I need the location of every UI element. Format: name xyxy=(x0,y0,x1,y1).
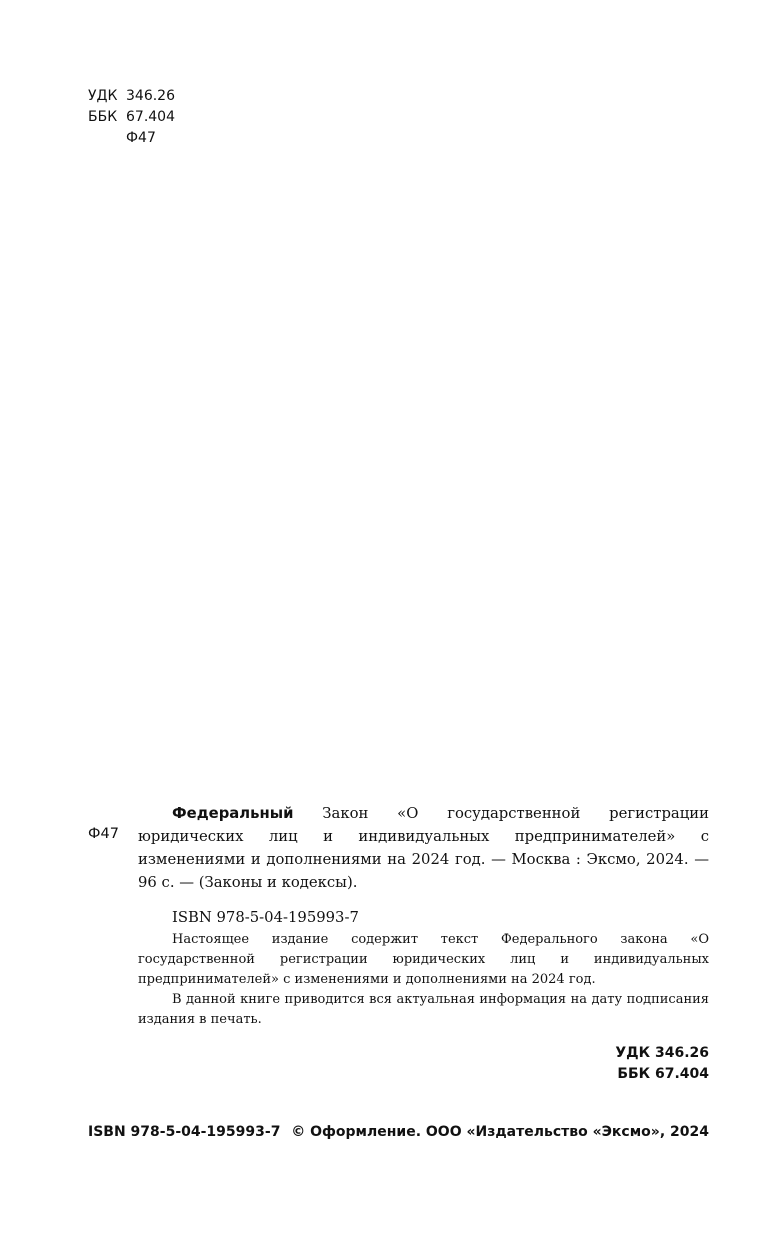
annotation-paragraph: Настоящее издание содержит текст Федерального закона «О государственной регистрации юридических лиц и индивидуальных предпринимателей» с изменениями и дополнениями на 2024 год. xyxy=(138,932,709,987)
catalog-lead-word: Федеральный xyxy=(172,805,294,822)
udk-label: УДК xyxy=(88,88,118,104)
bbk-row xyxy=(88,107,175,128)
bbk-value: 67.404 xyxy=(126,109,175,125)
annotation-paragraph: В данной книге приводится вся актуальная информация на дату подписания издания в печать. xyxy=(138,992,709,1027)
catalog-entry xyxy=(138,802,709,894)
author-mark: Ф47 xyxy=(126,130,156,146)
udk-value: 346.26 xyxy=(126,88,175,104)
footer-copyright: © Оформление. ООО «Издательство «Эксмо», 2024 xyxy=(291,1124,709,1140)
catalog-isbn: ISBN 978-5-04-195993-7 xyxy=(172,909,359,926)
classification-block xyxy=(88,86,175,149)
udk-row xyxy=(88,86,175,107)
annotation xyxy=(138,930,709,1030)
footer-isbn: ISBN 978-5-04-195993-7 xyxy=(88,1124,281,1140)
classification-right xyxy=(615,1043,709,1085)
bbk-right: ББК 67.404 xyxy=(617,1066,709,1082)
catalog-side-mark: Ф47 xyxy=(88,826,119,842)
catalog-description: Закон «О государственной регистрации юридических лиц и индивидуальных предпринимателей» с изменениями и дополнениями на 2024 год. — Москва : Эксмо, 2024. — 96 с. — (Законы и кодексы). xyxy=(138,805,709,891)
udk-right: УДК 346.26 xyxy=(615,1045,709,1061)
footer xyxy=(88,1124,709,1140)
bbk-label: ББК xyxy=(88,109,118,125)
bibliographic-description xyxy=(138,802,709,929)
